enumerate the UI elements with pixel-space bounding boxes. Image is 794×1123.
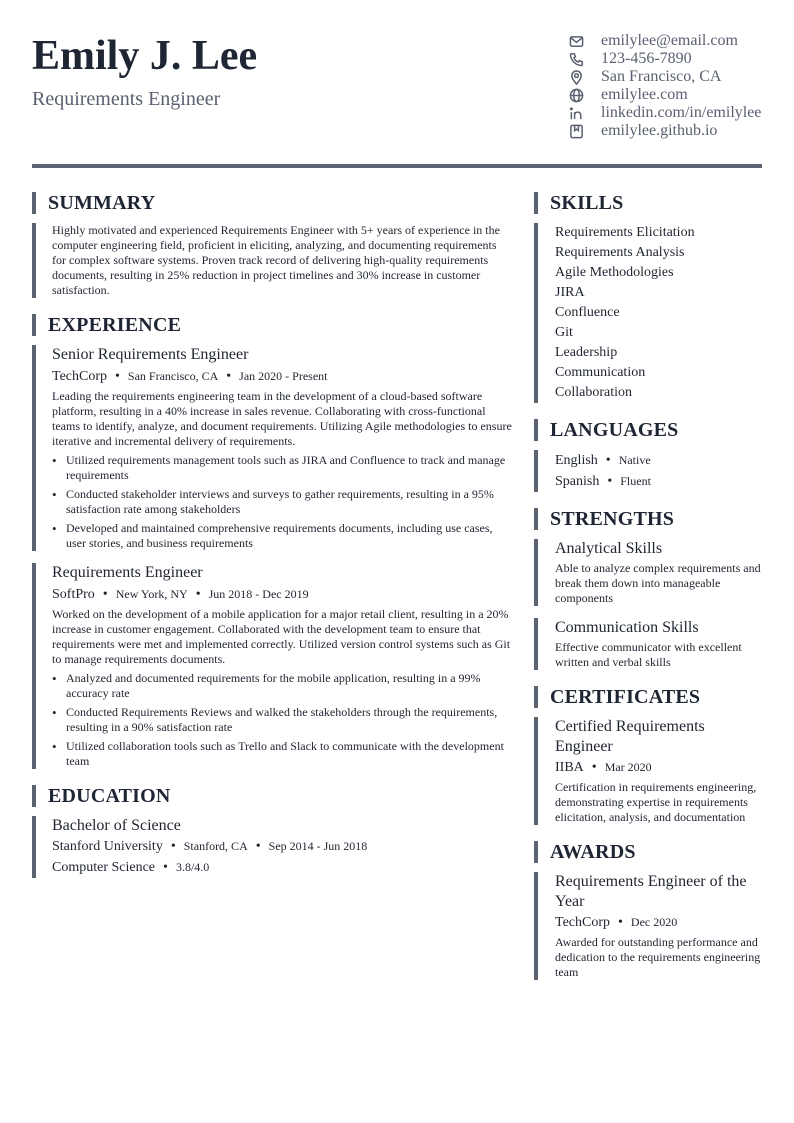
- job-bullets: [52, 453, 512, 551]
- summary-text: Highly motivated and experienced Requirements Engineer with 5+ years of experience in the computer engineering field, proficient in eliciting, analyzing, and documenting requirements for complex software systems. Proven track record of delivering high-quality requirements documents, resulting in 25% reduction in project timelines and 30% increase in customer satisfaction.: [52, 223, 500, 297]
- education-entry: [32, 816, 512, 878]
- education-dates: Sep 2014 - Jun 2018: [268, 839, 368, 853]
- strength-entry-2: [534, 618, 762, 670]
- certificate-entry: [534, 717, 762, 825]
- separator-dot: •: [195, 587, 201, 602]
- job-company: SoftPro: [52, 587, 95, 602]
- skills-section: [534, 223, 762, 403]
- skill-item: Collaboration: [555, 385, 632, 400]
- job-meta: [52, 366, 512, 387]
- language-item: [555, 471, 762, 492]
- job-description: Leading the requirements engineering team in the development of a cloud-based software platform, resulting in a 40% increase in sales revenue. Collaborating with cross-functional teams to identify, analyze, and document requirements. Utilizing Agile methodologies to ensure iterative and incremental delivery of requirements.: [52, 389, 512, 448]
- separator-dot: •: [226, 369, 232, 384]
- separator-dot: •: [618, 915, 623, 930]
- award-issuer: TechCorp: [555, 915, 611, 930]
- languages-section: [534, 450, 762, 492]
- list-item: • Conducted Requirements Reviews and walked the stakeholders through the requirements, resulting in a 90% satisfaction rate: [52, 705, 512, 735]
- degree-title: Bachelor of Science: [52, 817, 181, 834]
- certificate-description: Certification in requirements engineering, demonstrating expertise in requirements elicitation, analysis, and documentation: [555, 780, 757, 824]
- list-item: • Utilized collaboration tools such as Trello and Slack to communicate with the development team: [52, 739, 512, 769]
- separator-dot: •: [591, 760, 597, 775]
- strength-description: Able to analyze complex requirements and break them down into manageable components: [555, 561, 761, 605]
- strength-description: Effective communicator with excellent written and verbal skills: [555, 640, 742, 669]
- contact-website-text[interactable]: emilylee.com: [601, 86, 688, 103]
- separator-dot: •: [170, 839, 176, 854]
- contact-location-text: San Francisco, CA: [601, 68, 722, 85]
- award-description: Awarded for outstanding performance and dedication to the requirements engineering team: [555, 935, 761, 979]
- strength-entry-1: [534, 539, 762, 606]
- certificate-name: Certified Requirements Engineer: [555, 718, 705, 755]
- language-name: English: [555, 453, 598, 468]
- skill-item: Communication: [555, 365, 646, 380]
- job-description: Worked on the development of a mobile application for a major retail client, resulting in a 20% increase in customer engagement. Collaborated with the development team to ensure that requirements were met and implemented correctly. Utilized version control systems such as Git to manage requirements documents.: [52, 607, 511, 666]
- header-divider: [32, 164, 762, 168]
- language-level: Native: [618, 453, 651, 467]
- awards-heading: AWARDS: [534, 841, 762, 863]
- education-field-row: [52, 857, 512, 878]
- school-location: Stanford, CA: [183, 839, 248, 853]
- github-icon: [568, 123, 585, 140]
- certificate-date: Mar 2020: [604, 760, 652, 774]
- skill-item: Git: [555, 325, 573, 340]
- skill-item: Leadership: [555, 345, 618, 360]
- experience-entry-1: [32, 345, 512, 551]
- language-level: Fluent: [620, 474, 651, 488]
- job-dates: Jan 2020 - Present: [239, 369, 328, 383]
- phone-icon: [568, 51, 585, 68]
- contact-github[interactable]: [568, 122, 762, 140]
- email-icon: [568, 33, 585, 50]
- languages-heading: LANGUAGES: [534, 419, 762, 441]
- candidate-name: Emily J. Lee: [32, 33, 258, 79]
- language-name: Spanish: [555, 474, 600, 489]
- candidate-role: Requirements Engineer: [32, 88, 221, 110]
- strength-name: Communication Skills: [555, 619, 699, 636]
- resume-header: [32, 32, 762, 167]
- contact-phone[interactable]: [568, 50, 762, 68]
- award-meta: [555, 912, 762, 933]
- award-date: Dec 2020: [630, 915, 678, 929]
- contact-list: [568, 32, 762, 140]
- language-item: [555, 450, 762, 471]
- contact-email-text[interactable]: emilylee@email.com: [601, 32, 738, 49]
- contact-location: [568, 68, 762, 86]
- experience-entry-2: [32, 563, 512, 769]
- certificate-issuer: IIBA: [555, 760, 584, 775]
- right-column: [534, 192, 762, 980]
- experience-heading: EXPERIENCE: [32, 314, 512, 336]
- skill-item: Requirements Elicitation: [555, 225, 695, 240]
- award-entry: [534, 872, 762, 980]
- skill-item: JIRA: [555, 285, 585, 300]
- certificates-heading: CERTIFICATES: [534, 686, 762, 708]
- education-heading: EDUCATION: [32, 785, 512, 807]
- field-of-study: Computer Science: [52, 860, 156, 875]
- contact-linkedin[interactable]: [568, 104, 762, 122]
- strength-name: Analytical Skills: [555, 540, 663, 557]
- gpa: 3.8/4.0: [175, 860, 210, 874]
- separator-dot: •: [605, 453, 611, 468]
- list-item: • Developed and maintained comprehensive requirements documents, including use cases, user stories, and business requirements: [52, 521, 512, 551]
- school-name: Stanford University: [52, 839, 163, 854]
- job-company: TechCorp: [52, 369, 108, 384]
- contact-website[interactable]: [568, 86, 762, 104]
- job-location: New York, NY: [115, 587, 188, 601]
- contact-linkedin-text[interactable]: linkedin.com/in/emilylee: [601, 104, 762, 121]
- job-dates: Jun 2018 - Dec 2019: [208, 587, 309, 601]
- separator-dot: •: [607, 474, 613, 489]
- job-meta: [52, 584, 512, 605]
- separator-dot: •: [115, 369, 120, 384]
- education-meta: [52, 836, 512, 857]
- skill-item: Requirements Analysis: [555, 245, 685, 260]
- summary-section: [32, 223, 512, 298]
- separator-dot: •: [255, 839, 261, 854]
- separator-dot: •: [102, 587, 108, 602]
- skills-heading: SKILLS: [534, 192, 762, 214]
- contact-email[interactable]: [568, 32, 762, 50]
- separator-dot: •: [163, 860, 168, 875]
- list-item: • Utilized requirements management tools such as JIRA and Confluence to track and manage requirements: [52, 453, 512, 483]
- job-location: San Francisco, CA: [127, 369, 219, 383]
- job-title: Senior Requirements Engineer: [52, 346, 249, 363]
- linkedin-icon: [568, 105, 585, 122]
- job-title: Requirements Engineer: [52, 564, 203, 581]
- contact-github-text[interactable]: emilylee.github.io: [601, 122, 718, 139]
- location-icon: [568, 69, 585, 86]
- globe-icon: [568, 87, 585, 104]
- list-item: • Analyzed and documented requirements for the mobile application, resulting in a 99% accuracy rate: [52, 671, 512, 701]
- skill-item: Agile Methodologies: [555, 265, 674, 280]
- skill-item: Confluence: [555, 305, 620, 320]
- job-bullets: [52, 671, 512, 769]
- summary-heading: SUMMARY: [32, 192, 512, 214]
- strengths-heading: STRENGTHS: [534, 508, 762, 530]
- certificate-meta: [555, 757, 762, 778]
- left-column: [32, 192, 512, 878]
- award-name: Requirements Engineer of the Year: [555, 873, 747, 910]
- list-item: • Conducted stakeholder interviews and surveys to gather requirements, resulting in a 95% satisfaction rate among stakeholders: [52, 487, 512, 517]
- contact-phone-text: 123-456-7890: [601, 50, 692, 67]
